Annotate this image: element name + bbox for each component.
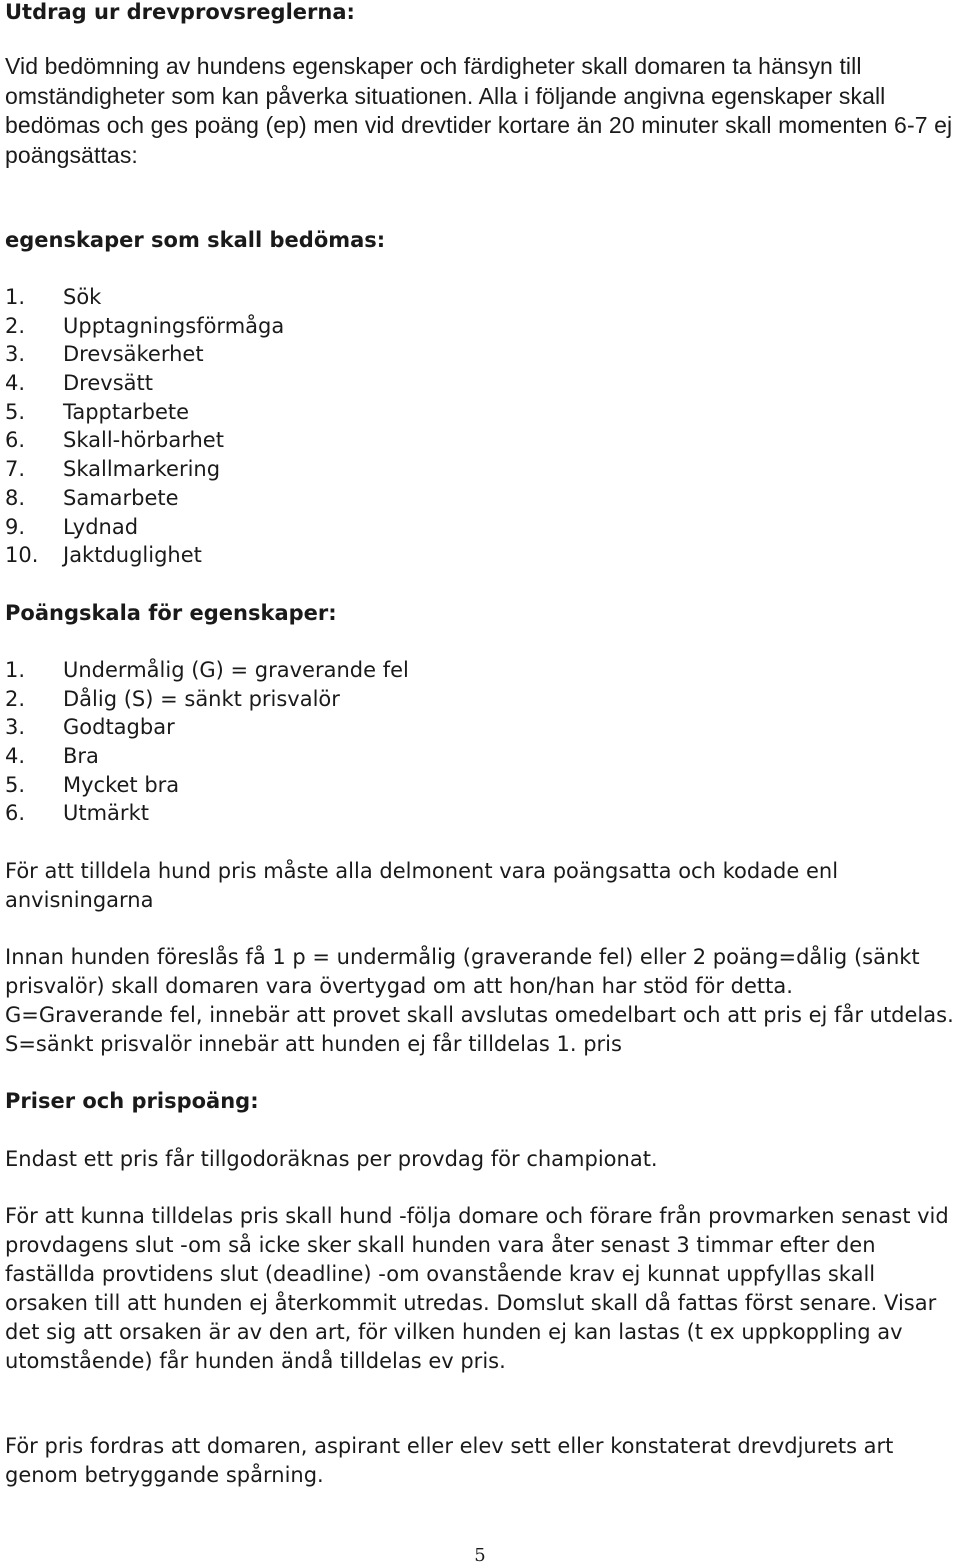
list-item: 6. Skall-hörbarhet [5,428,224,453]
prizes-heading: Priser och prispoäng: [5,1089,259,1113]
list-item: 6. Utmärkt [5,801,149,826]
page-number: 5 [474,1545,486,1566]
paragraph-all-scored: För att tilldela hund pris måste alla delmonent vara poängsatta och kodade enl anvisningarna [5,859,839,912]
scale-heading: Poängskala för egenskaper: [5,601,337,625]
list-item: 10. Jaktduglighet [5,543,202,568]
list-item: 2. Dålig (S) = sänkt prisvalör [5,686,340,711]
properties-heading: egenskaper som skall bedömas: [5,228,386,252]
intro-paragraph: Vid bedömning av hundens egenskaper och färdigheter skall domaren ta hänsyn till omständigheter som kan påverka situationen. Alla i följande angivna egenskaper skall bedömas och ges poäng (ep) men vid drevtider kortare än 20 minuter skall momenten 6-7 ej poängsättas: [5,53,953,168]
paragraph-one-prize: Endast ett pris får tillgodoräknas per provdag för championat. [5,1147,658,1171]
list-item: 1. Sök [5,285,102,309]
list-item: 9. Lydnad [5,514,139,539]
list-item: 5. Mycket bra [5,772,180,797]
list-item: 8. Samarbete [5,485,179,510]
list-item: 4. Drevsätt [5,371,153,396]
list-item: 7. Skallmarkering [5,457,221,482]
page-title: Utdrag ur drevprovsreglerna: [5,0,355,24]
scale-list [5,656,957,828]
paragraph-tracking: För pris fordras att domaren, aspirant eller elev sett eller konstaterat drevdjurets art genom betryggande spårning. [5,1434,894,1487]
paragraph-follow-judge: För att kunna tilldelas pris skall hund -följa domare och förare från provmarken senast vid provdagens slut -om så icke sker skall hunden vara åter senast 3 timmar efter den faställda provtidens slut (deadline) -om ovanstående krav ej kunnat uppfyllas skall orsaken till att hunden ej återkommit utredas. Domslut skall då fattas först senare. Visar det sig att orsaken är av den art, för vilken hunden ej kan lastas (t ex uppkoppling av utomstående) får hunden ändå tilldelas ev pris. [5,1204,949,1373]
list-item: 3. Drevsäkerhet [5,342,204,367]
paragraph-before-low-score: Innan hunden föreslås få 1 p = undermålig (graverande fel) eller 2 poäng=dålig (sänkt prisvalör) skall domaren vara övertygad om att hon/han har stöd för detta. G=Graverande fel, innebär att provet skall avslutas omedelbart och att pris ej får utdelas. S=sänkt prisvalör innebär att hunden ej får tilldelas 1. pris [5,945,954,1056]
list-item: 4. Bra [5,744,99,769]
list-item: 2. Upptagningsförmåga [5,313,285,338]
properties-list [5,283,957,570]
list-item: 5. Tapptarbete [5,399,190,424]
list-item: 3. Godtagbar [5,715,175,740]
list-item: 1. Undermålig (G) = graverande fel [5,658,409,682]
